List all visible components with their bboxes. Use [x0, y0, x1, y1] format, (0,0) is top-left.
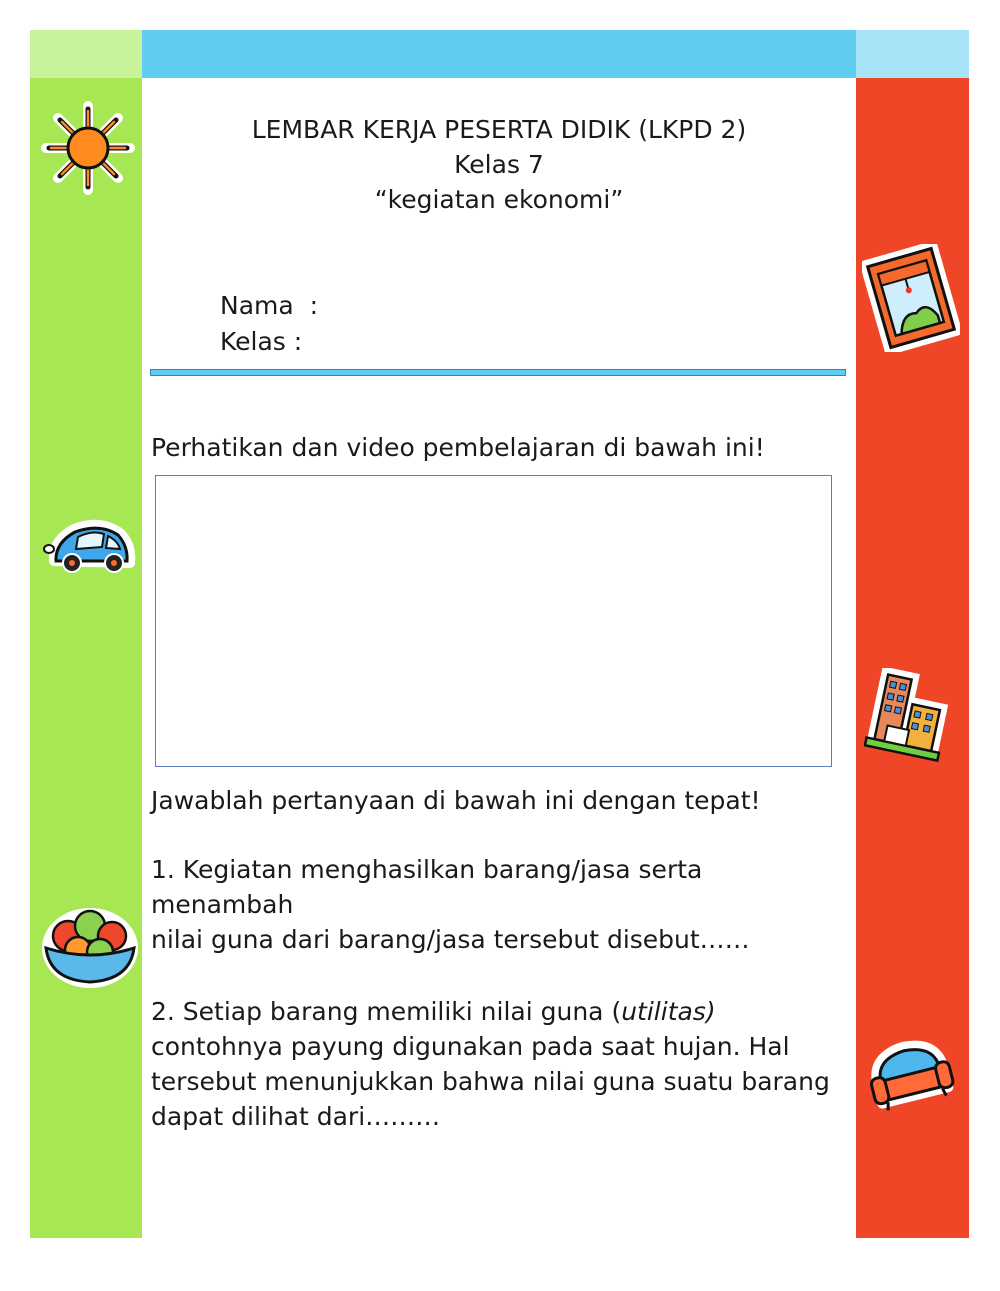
question-1-line-2: nilai guna dari barang/jasa tersebut disebut…… — [151, 925, 750, 954]
question-2-prefix: 2. Setiap barang memiliki nilai guna ( — [151, 997, 622, 1026]
top-right-band — [856, 30, 969, 78]
question-1 — [151, 852, 851, 957]
video-frame[interactable] — [155, 475, 832, 767]
sofa-icon — [864, 1034, 956, 1114]
answer-instruction: Jawablah pertanyaan di bawah ini dengan tepat! — [151, 786, 761, 815]
question-1-line-1: 1. Kegiatan menghasilkan barang/jasa serta menambah — [151, 855, 703, 919]
divider-line — [150, 369, 846, 376]
question-2-line-1 — [151, 994, 851, 1029]
car-icon — [40, 515, 136, 581]
sun-icon — [40, 100, 136, 196]
top-left-band — [30, 30, 142, 78]
question-2 — [151, 994, 851, 1134]
class-line: Kelas 7 — [454, 150, 544, 179]
utilitas-term: utilitas) — [621, 997, 716, 1026]
class-label: Kelas : — [220, 327, 303, 356]
window-icon — [862, 244, 960, 352]
name-label: Nama : — [220, 291, 319, 320]
question-2-line-2: contohnya payung digunakan pada saat hujan. Hal — [151, 1032, 790, 1061]
header — [142, 112, 856, 217]
top-band — [142, 30, 856, 78]
topic-line: “kegiatan ekonomi” — [374, 185, 624, 214]
left-band — [30, 78, 142, 1238]
video-instruction: Perhatikan dan video pembelajaran di bawah ini! — [151, 433, 765, 462]
page-title: LEMBAR KERJA PESERTA DIDIK (LKPD 2) — [251, 115, 747, 144]
question-2-line-3: tersebut menunjukkan bahwa nilai guna suatu barang — [151, 1067, 830, 1096]
question-2-line-4: dapat dilihat dari……… — [151, 1102, 441, 1131]
student-fields — [220, 288, 318, 360]
building-icon — [864, 668, 956, 764]
fruit-bowl-icon — [38, 898, 142, 990]
